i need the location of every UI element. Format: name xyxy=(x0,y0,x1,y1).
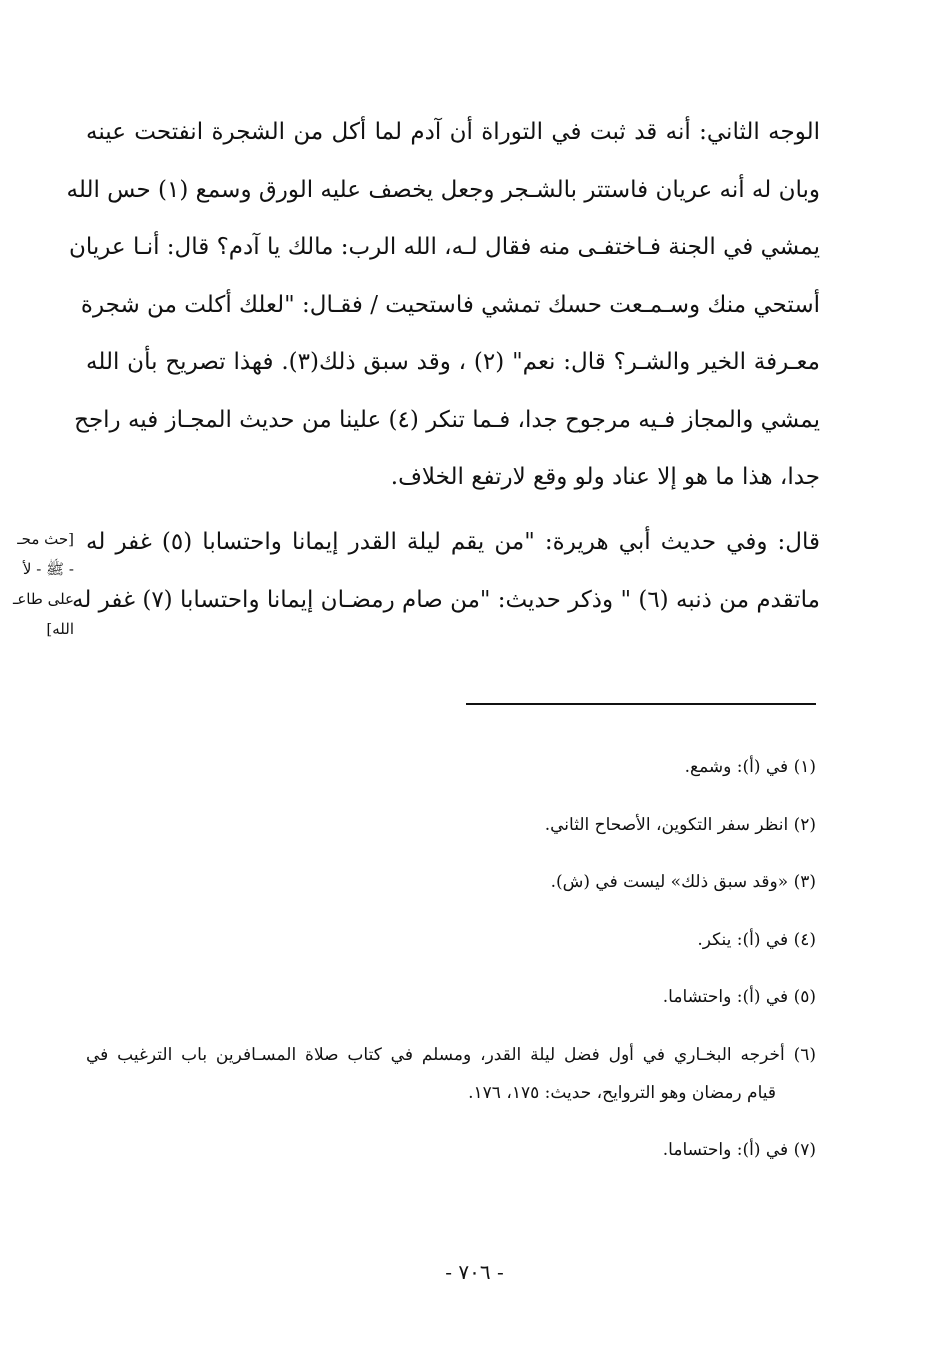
text-line: أستحي منك وسـمـعت حسك تمشي فاستحيت / فقـال: "لعلك أكلت من شجرة xyxy=(80,291,820,318)
footnotes xyxy=(86,748,816,1188)
margin-note-line: على طاعـ xyxy=(12,590,74,608)
footnote: (٣) «وقد سبق ذلك» ليست في (ش). xyxy=(550,872,816,892)
footnote-line: قيام رمضان وهو التروايح، حديث: ١٧٥، ١٧٦. xyxy=(468,1082,776,1103)
footnote: (٥) في (أ): واحتشاما. xyxy=(662,987,816,1007)
main-paragraph xyxy=(66,104,820,507)
margin-note-line: [حث محـ xyxy=(17,530,74,548)
text-line: وبان له أنه عريان فاستتر بالشـجر وجعل يخصف عليه الورق وسمع (١) حس الله xyxy=(66,176,820,203)
text-line: قال: وفي حديث أبي هريرة: "من يقم ليلة القدر إيمانا واحتسابا (٥) غفر له xyxy=(86,529,820,555)
footnote: (١) في (أ): وشمع. xyxy=(684,757,816,777)
text-line: جدا، هذا ما هو إلا عناد ولو وقع لارتفع الخلاف. xyxy=(390,464,820,490)
footnote: (٧) في (أ): واحتساما. xyxy=(662,1139,816,1160)
text-line: يمشي والمجاز فـيه مرجوح جدا، فـما تنكر (٤) علينا من حديث المجـاز فيه راجح xyxy=(74,406,820,433)
text-line: معـرفة الخير والشـر؟ قال: نعم" (٢) ، وقد سبق ذلك(٣). فهذا تصريح بأن الله xyxy=(86,349,820,375)
footnote xyxy=(86,1036,816,1112)
footnote-line: (٦) أخرجه البخـاري في أول فضل ليلة القدر، ومسلم في كتاب صلاة المسـافرين باب الترغيب في xyxy=(86,1044,816,1065)
footnote-divider xyxy=(466,703,816,705)
text-line: ماتقدم من ذنبه (٦) " وذكر حديث: "من صام رمضـان إيمانا واحتسابا (٧) غفر له xyxy=(72,586,820,613)
margin-note-line: - ﷺ - لأ xyxy=(22,560,74,578)
margin-note-line: الله] xyxy=(46,620,74,638)
margin-note xyxy=(0,524,74,644)
second-paragraph xyxy=(72,514,820,629)
text-line: يمشي في الجنة فـاختفـى منه فقال لـه، الله الرب: مالك يا آدم؟ قال: أنـا عريان xyxy=(68,234,820,260)
page-number: - ٧٠٦ - xyxy=(445,1260,504,1284)
footnote: (٤) في (أ): ينكر. xyxy=(697,929,816,950)
text-line: الوجه الثاني: أنه قد ثبت في التوراة أن آدم لما أكل من الشجرة انفتحت عينه xyxy=(86,119,820,145)
footnote: (٢) انظر سفر التكوين، الأصحاح الثاني. xyxy=(544,814,816,835)
